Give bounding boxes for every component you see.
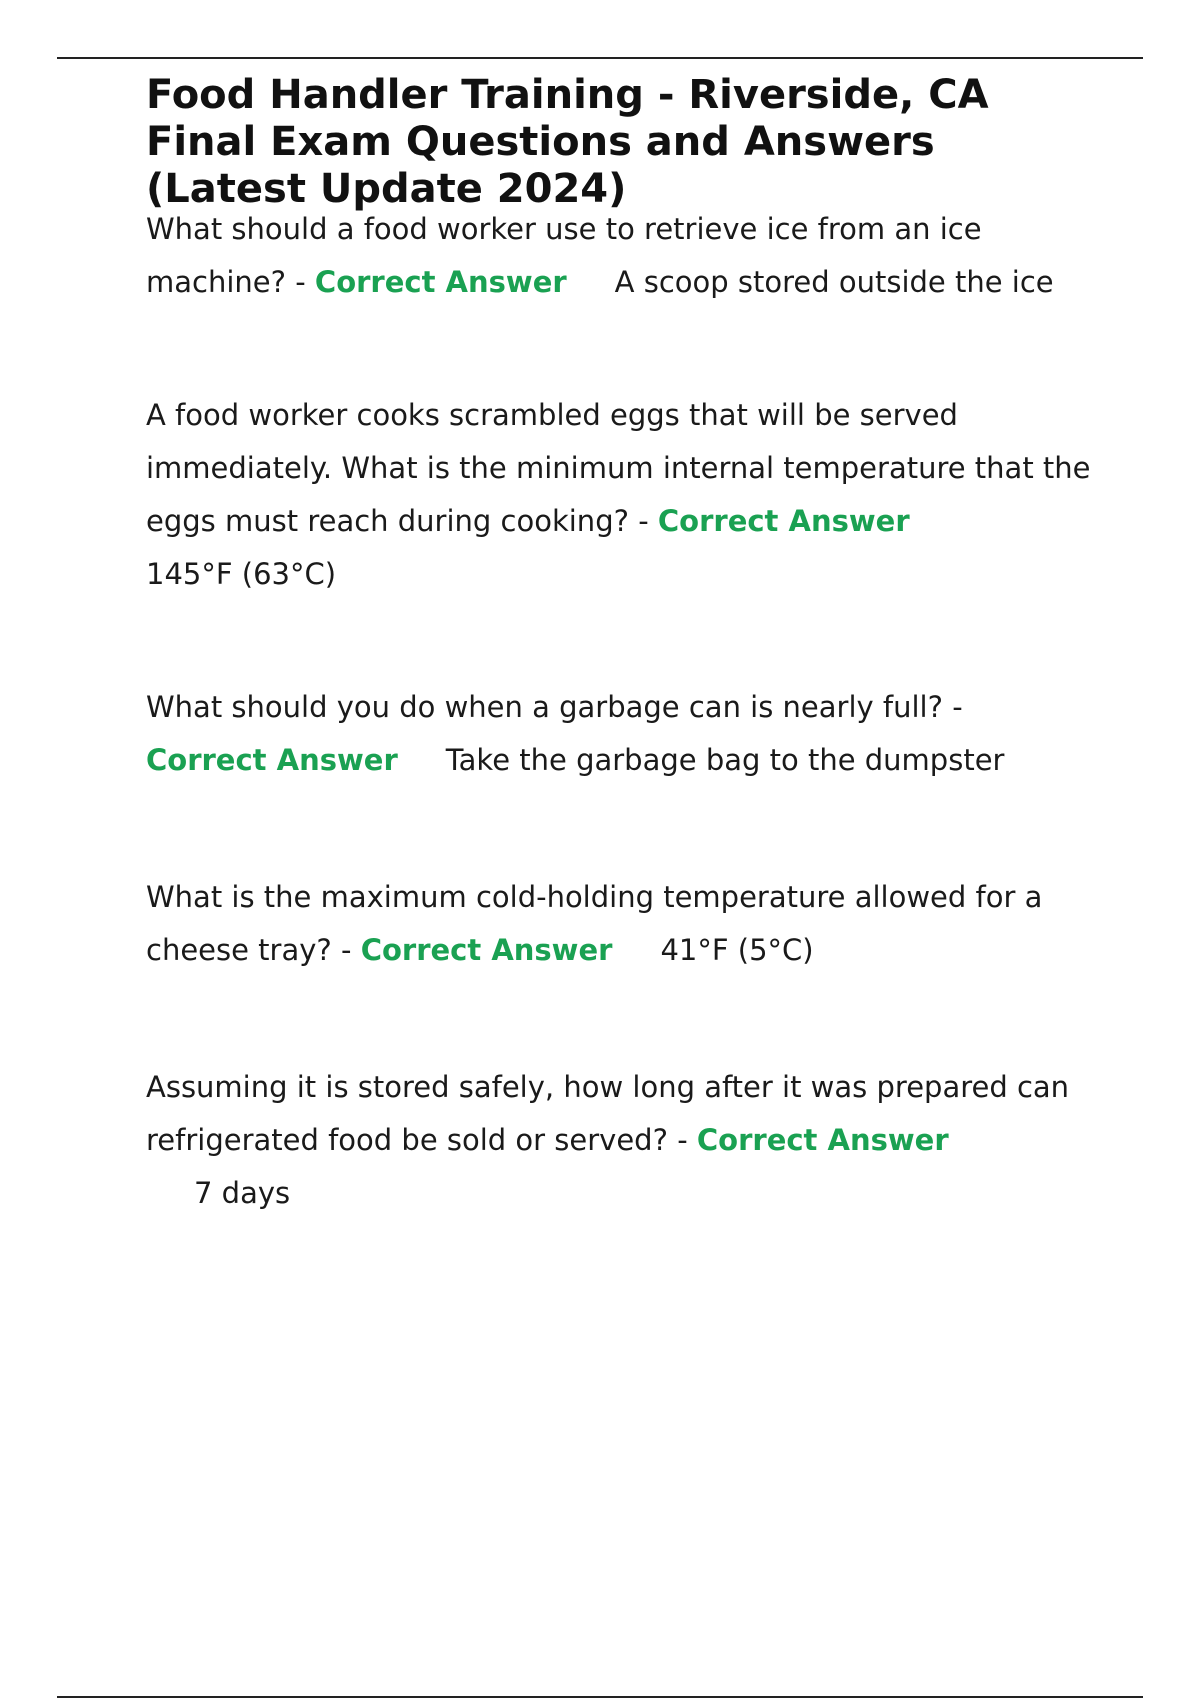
correct-answer-label: Correct Answer bbox=[657, 504, 910, 538]
correct-answer-label: Correct Answer bbox=[696, 1123, 949, 1157]
qa-item-scrambled-eggs bbox=[146, 389, 1106, 601]
answer-text: A scoop stored outside the ice bbox=[614, 265, 1054, 299]
question-text: What is the maximum cold-holding temperature allowed for a cheese tray? - bbox=[146, 880, 1043, 967]
title-line-2: Final Exam Questions and Answers bbox=[146, 119, 935, 165]
qa-item-garbage-can bbox=[146, 681, 1106, 787]
answer-text: 41°F (5°C) bbox=[660, 933, 814, 967]
top-rule bbox=[57, 57, 1143, 59]
question-text: What should you do when a garbage can is nearly full? - bbox=[146, 690, 963, 724]
correct-answer-label: Correct Answer bbox=[314, 265, 567, 299]
document-body bbox=[146, 72, 1106, 1220]
document-title bbox=[146, 72, 1106, 213]
question-text: What should a food worker use to retrieve ice from an ice machine? - bbox=[146, 212, 982, 299]
title-line-3: (Latest Update 2024) bbox=[146, 166, 627, 212]
qa-item-refrigerated-food bbox=[146, 1061, 1106, 1220]
question-text: Assuming it is stored safely, how long after it was prepared can refrigerated food be sold or served? - bbox=[146, 1070, 1070, 1157]
qa-item-ice-scoop bbox=[146, 203, 1106, 309]
correct-answer-label: Correct Answer bbox=[146, 743, 398, 777]
question-text: A food worker cooks scrambled eggs that will be served immediately. What is the minimum internal temperature that the eggs must reach during cooking? - bbox=[146, 398, 1091, 538]
title-line-1: Food Handler Training - Riverside, CA bbox=[146, 72, 989, 118]
correct-answer-label: Correct Answer bbox=[360, 933, 613, 967]
qa-item-cheese-tray bbox=[146, 871, 1106, 977]
answer-text: 7 days bbox=[194, 1176, 291, 1210]
answer-text: 145°F (63°C) bbox=[146, 557, 337, 591]
answer-text: Take the garbage bag to the dumpster bbox=[445, 743, 1005, 777]
bottom-rule bbox=[57, 1696, 1143, 1698]
